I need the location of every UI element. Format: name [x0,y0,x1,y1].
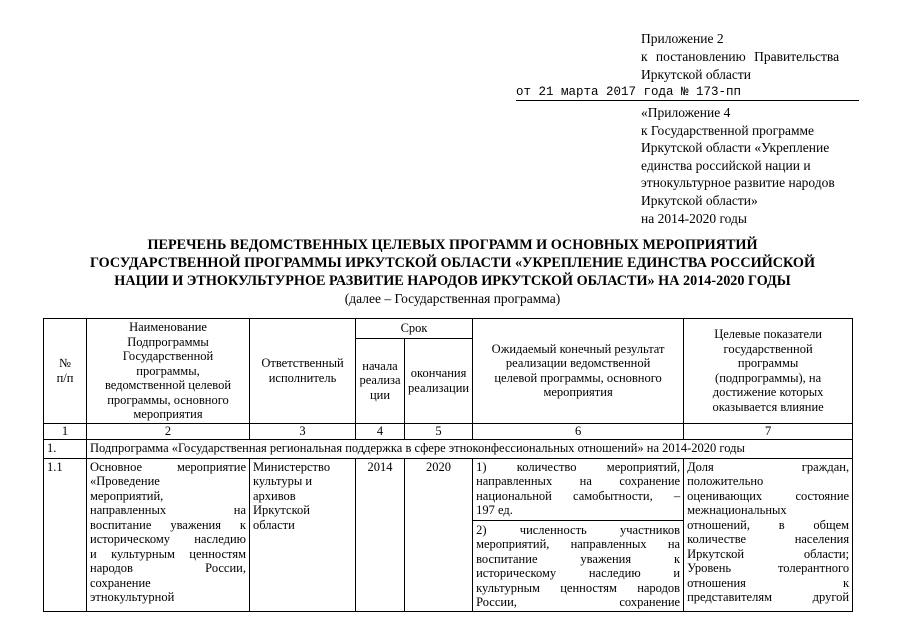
header-num [44,319,87,424]
header-name [87,319,250,424]
cell-line: национальной самобытности, – [476,488,681,503]
cell-line: «Проведение [90,474,160,488]
cell-line: и культурным ценностям [90,546,246,561]
header-indicators [684,319,853,424]
appendix-inner-line: Иркутской области «Укрепление [641,140,830,156]
cell-line: Подпрограммы [127,334,209,349]
cell-line: культурным ценностям народов [476,580,681,595]
appendix-inner-header [641,104,835,227]
subprogram-title: Подпрограмма «Государственная региональная поддержка в сфере этноконфессиональных отношений» на 2014-2020 годы [87,439,853,458]
cell-line: историческому наследию [90,532,246,546]
cell-line: 197 ед. [476,503,513,517]
column-number: 2 [87,423,250,439]
row-indicators [684,458,853,611]
cell-line: области [253,517,295,532]
appendix-inner-line: этнокультурное развитие народов [641,175,835,191]
cell-line: целевой программы, основного [494,370,662,385]
cell-line: программы, основного [107,392,229,407]
appendix-header [641,30,839,84]
row-executor [250,458,356,611]
cell-line: России, сохранение [476,595,681,609]
table-row [44,458,853,611]
cell-line: Иркутской [253,503,310,517]
cell-line: (подпрограммы), на [715,370,822,385]
cell-line: Министерство [253,459,331,474]
cell-line: начала [362,358,398,373]
cell-line: сохранение [90,575,151,590]
appendix-inner-line: к Государственной программе [641,122,815,138]
document-subtitle: (далее – Государственная программа) [344,291,561,306]
column-number: 7 [684,423,853,439]
cell-line: мероприятия [543,385,613,400]
table-header-row [44,319,853,339]
cell-line: Основное мероприятие [90,459,246,474]
cell-line: положительно [687,474,764,488]
cell-line: культуры и [253,474,313,488]
column-number: 6 [473,423,684,439]
appendix-line: Приложение 2 [641,31,724,46]
cell-line: исполнитель [268,370,337,385]
column-number: 3 [250,423,356,439]
result-divider [473,520,683,521]
cell-line: представителям другой [687,590,850,604]
cell-line: направленных на [90,503,246,517]
cell-line: мероприятия [133,407,203,421]
programs-table [43,318,853,612]
header-executor [250,319,356,424]
subprogram-num: 1. [44,439,87,458]
cell-line: реализации ведомственной [505,356,651,371]
title-line: ГОСУДАРСТВЕННОЙ ПРОГРАММЫ ИРКУТСКОЙ ОБЛАСТИ «УКРЕПЛЕНИЕ ЕДИНСТВА РОССИЙСКОЙ [89,255,815,271]
cell-line: архивов [253,488,296,503]
cell-line: окончания [410,366,467,381]
cell-line: воспитание уважения к [476,551,681,566]
column-number: 5 [405,423,473,439]
title-line: ПЕРЕЧЕНЬ ВЕДОМСТВЕННЫХ ЦЕЛЕВЫХ ПРОГРАММ И ОСНОВНЫХ МЕРОПРИЯТИЙ [147,237,758,253]
decree-line: от 21 марта 2017 года № 173-пп [516,84,859,101]
row-start: 2014 [356,458,405,611]
cell-line: Иркутской области; [687,546,850,561]
cell-line: оказывается влияние [712,399,824,414]
subprogram-row [44,439,853,458]
cell-line: направленных на сохранение [476,474,681,488]
column-numbers-row [44,423,853,439]
cell-line: государственной [723,341,813,356]
document-title [40,236,865,290]
cell-line: мероприятий, [90,488,164,503]
appendix-inner-line: на 2014-2020 годы [641,210,747,226]
cell-line: Целевые показатели [714,327,822,342]
cell-line: историческому наследию и [476,566,681,580]
cell-line: п/п [56,370,74,385]
appendix-inner-line: «Приложение 4 [641,105,731,120]
cell-line: 2) численность участников [476,522,681,537]
cell-line: количестве населения [687,532,850,546]
cell-line: программы, [136,363,200,378]
cell-line: оценивающих состояние [687,488,850,503]
appendix-inner-line: единства российской нации и [641,157,811,173]
cell-line: Ответственный [261,356,344,371]
cell-line: этнокультурной [90,590,175,604]
cell-line: Наименование [129,320,207,334]
row-num: 1.1 [44,458,87,611]
cell-line: достижение которых [712,385,824,400]
cell-line: реализации [408,380,470,395]
cell-line: межнациональных [687,503,787,517]
row-result [473,458,684,611]
row-end: 2020 [405,458,473,611]
column-number: 1 [44,423,87,439]
row-name [87,458,250,611]
cell-line: 1) количество мероприятий, [476,459,681,474]
cell-line: № [59,356,71,371]
title-line: НАЦИИ И ЭТНОКУЛЬТУРНОЕ РАЗВИТИЕ НАРОДОВ ИРКУТСКОЙ ОБЛАСТИ» НА 2014-2020 ГОДЫ [114,273,791,289]
cell-line: ции [369,387,391,402]
header-term: Срок [356,319,473,339]
cell-line: реализа [359,373,401,388]
appendix-line: Иркутской области [641,67,752,82]
header-start [356,338,405,423]
cell-line: отношений, в общем [687,517,850,532]
header-end [405,338,473,423]
cell-line: воспитание уважения к [90,517,246,532]
cell-line: мероприятий, направленных на [476,537,681,551]
appendix-line: к постановлению Правительства [641,49,840,64]
column-number: 4 [356,423,405,439]
cell-line: народов России, [90,561,246,575]
cell-line: ведомственной целевой [104,378,232,392]
cell-line: Доля граждан, [687,459,850,474]
cell-line: программы [737,356,799,371]
cell-line: отношения к [687,575,850,590]
header-result [473,319,684,424]
appendix-inner-line: Иркутской области» [641,192,758,208]
cell-line: Государственной [122,349,214,363]
cell-line: Уровень толерантного [687,561,850,575]
cell-line: Ожидаемый конечный результат [491,341,665,356]
